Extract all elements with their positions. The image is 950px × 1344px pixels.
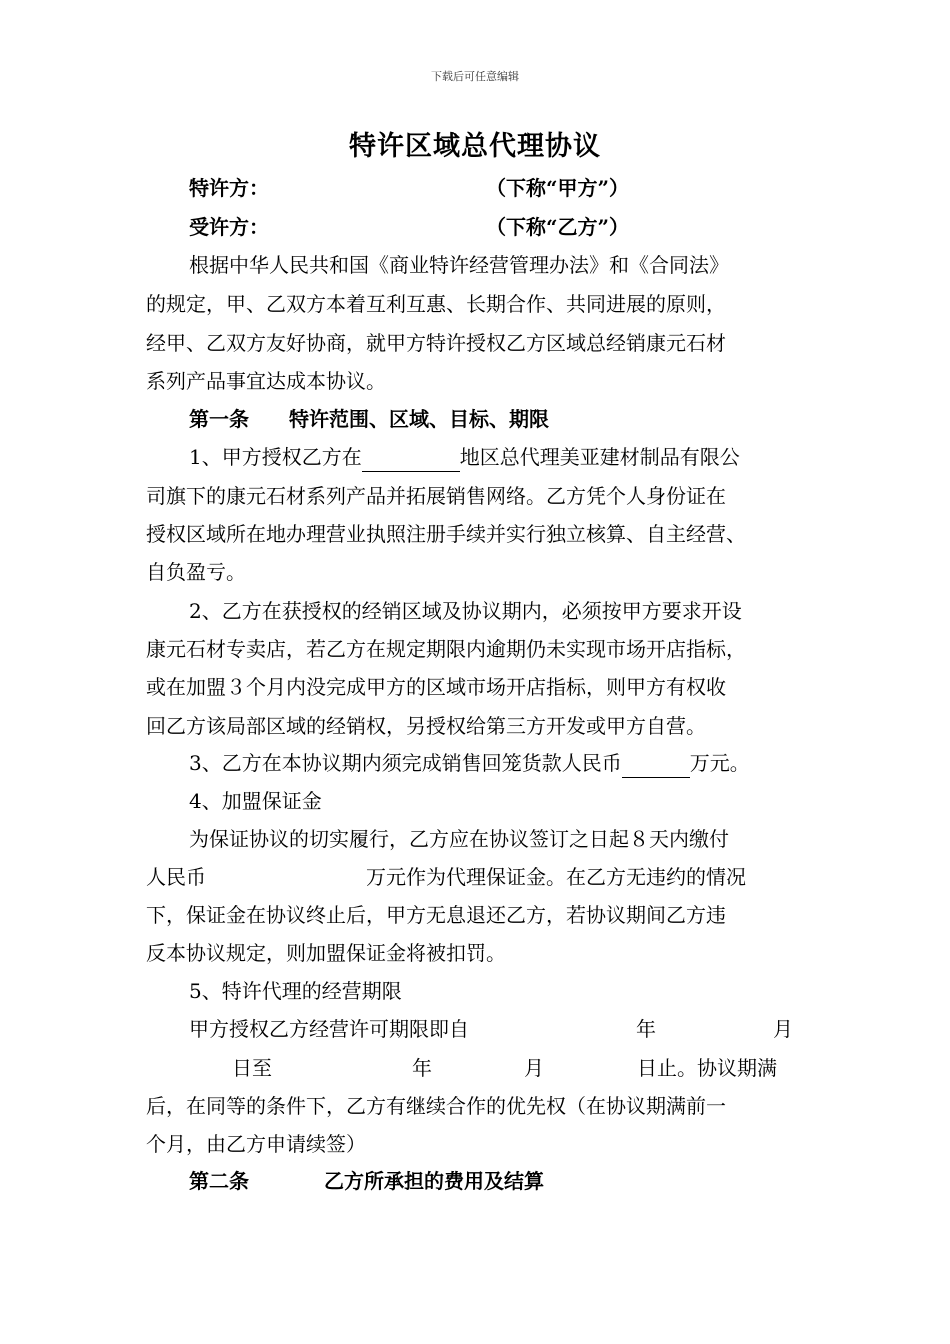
clause-5-title: 5、特许代理的经营期限 — [189, 979, 402, 1003]
document-title: 特许区域总代理协议 — [349, 131, 601, 162]
article-2-heading — [189, 1167, 849, 1195]
intro-line-3: 经甲、乙双方友好协商，就甲方特许授权乙方区域总经销康元石材 — [146, 331, 726, 355]
franchisor-note: （下称“甲方”） — [486, 176, 630, 200]
franchisor-line — [189, 174, 849, 202]
clause-1-line-1 — [189, 443, 806, 472]
clause-5-year-2: 年 — [412, 1056, 432, 1080]
franchisor-label: 特许方： — [189, 176, 269, 200]
header-note: 下载后可任意编辑 — [431, 70, 519, 83]
clause-4-line-4: 反本协议规定，则加盟保证金将被扣罚。 — [146, 941, 506, 965]
franchisee-label: 受许方： — [189, 215, 269, 239]
clause-5-year-1: 年 — [636, 1017, 656, 1041]
article-1-number: 第一条 — [189, 407, 249, 431]
clause-2-line-3: 或在加盟３个月内没完成甲方的区域市场开店指标，则甲方有权收 — [146, 675, 726, 699]
clause-5-line-1 — [189, 1015, 806, 1043]
clause-2-line-1: 2、乙方在获授权的经销区域及协议期内，必须按甲方要求开设 — [189, 599, 742, 623]
intro-line-4: 系列产品事宜达成本协议。 — [146, 369, 386, 393]
clause-5-text-a: 甲方授权乙方经营许可期限即自 — [189, 1017, 469, 1041]
clause-1-text-b: 地区总代理美亚建材制品有限公 — [459, 445, 740, 469]
franchisee-line — [189, 213, 849, 241]
region-blank — [362, 443, 460, 472]
clause-1-line-2: 司旗下的康元石材系列产品并拓展销售网络。乙方凭个人身份证在 — [146, 484, 726, 508]
clause-2-line-4: 回乙方该局部区域的经销权，另授权给第三方开发或甲方自营。 — [146, 714, 706, 738]
clause-5-line-3: 后，在同等的条件下，乙方有继续合作的优先权（在协议期满前一 — [146, 1094, 726, 1118]
clause-3-line — [189, 749, 806, 778]
clause-3-text-b: 万元。 — [689, 751, 750, 775]
intro-line-1: 根据中华人民共和国《商业特许经营管理办法》和《合同法》 — [189, 253, 729, 277]
intro-line-2: 的规定，甲、乙双方本着互利互惠、长期合作、共同进展的原则， — [146, 292, 726, 316]
clause-5-line-4: 个月，由乙方申请续签） — [146, 1132, 366, 1156]
clause-5-day-1: 日至 — [232, 1056, 272, 1080]
clause-4-line-1: 为保证协议的切实履行，乙方应在协议签订之日起８天内缴付 — [189, 827, 729, 851]
sales-amount-blank — [622, 749, 690, 778]
clause-5-month-1: 月 — [773, 1017, 793, 1041]
article-2-number: 第二条 — [189, 1169, 249, 1193]
clause-4-line-3: 下，保证金在协议终止后，甲方无息退还乙方，若协议期间乙方违 — [146, 903, 726, 927]
clause-1-line-3: 授权区域所在地办理营业执照注册手续并实行独立核算、自主经营、 — [146, 522, 746, 546]
clause-4-line-2 — [146, 863, 806, 891]
clause-4-title: 4、加盟保证金 — [189, 789, 322, 813]
clause-5-month-2: 月 — [524, 1056, 544, 1080]
clause-4-text-b: 万元作为代理保证金。在乙方无违约的情况 — [366, 865, 746, 889]
clause-1-line-4: 自负盈亏。 — [146, 560, 246, 584]
clause-2-line-2: 康元石材专卖店，若乙方在规定期限内逾期仍未实现市场开店指标， — [146, 637, 746, 661]
franchisee-note: （下称“乙方”） — [486, 215, 630, 239]
article-2-title: 乙方所承担的费用及结算 — [324, 1169, 544, 1193]
clause-4-text-a: 人民币 — [146, 865, 206, 889]
article-1-title: 特许范围、区域、目标、期限 — [289, 407, 549, 431]
clause-1-text-a: 1、甲方授权乙方在 — [189, 445, 362, 469]
article-1-heading — [189, 405, 849, 433]
clause-5-day-2: 日止。协议期满 — [637, 1056, 777, 1080]
clause-3-text-a: 3、乙方在本协议期内须完成销售回笼货款人民币 — [189, 751, 622, 775]
